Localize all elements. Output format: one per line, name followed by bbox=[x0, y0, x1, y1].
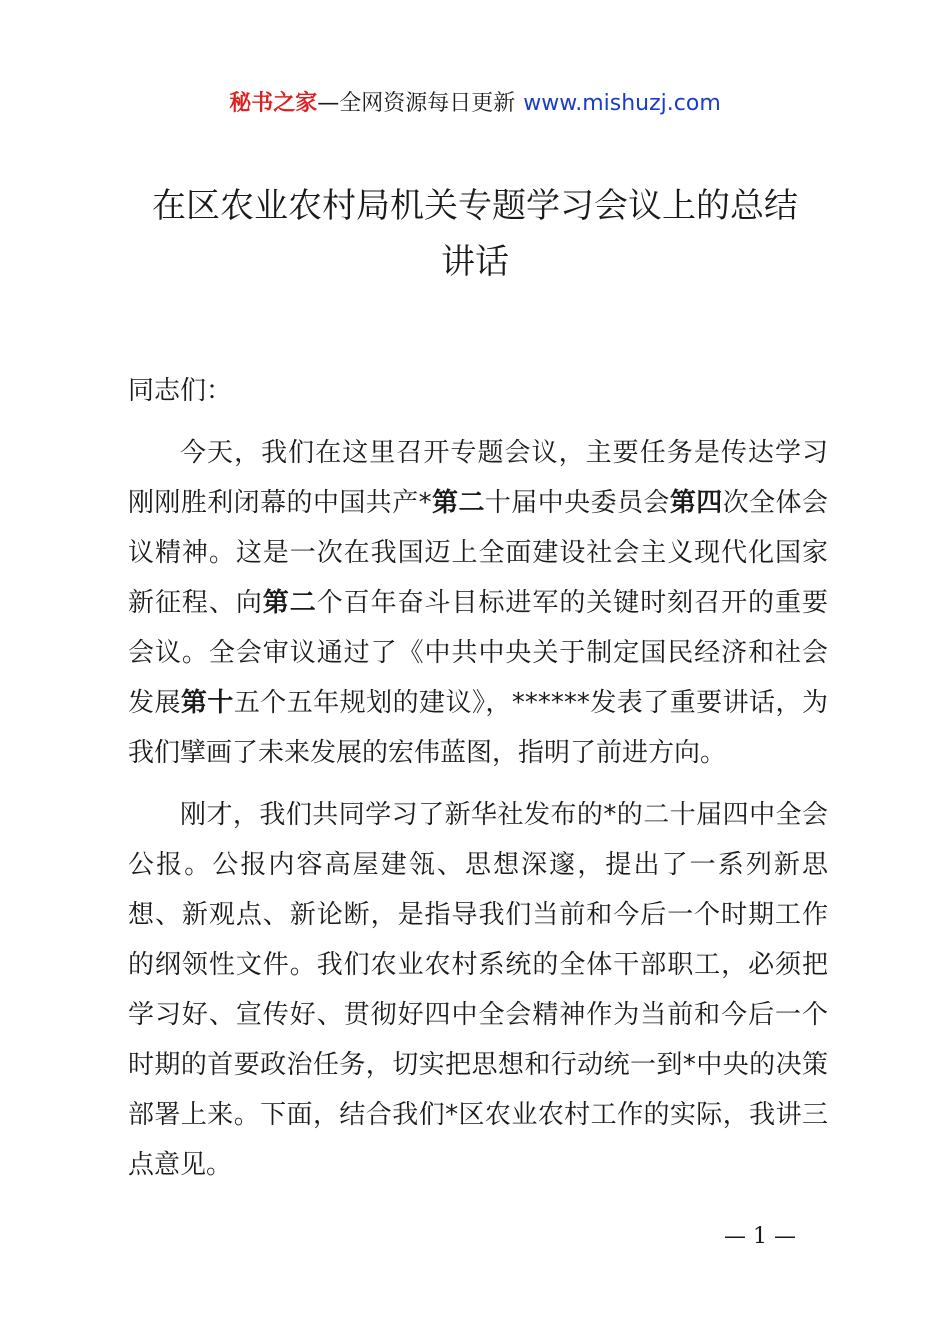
paragraph-1-bold: 第二 bbox=[431, 488, 485, 518]
paragraph-2: 刚才，我们共同学习了新华社发布的*的二十届四中全会公报。公报内容高屋建瓴、思想深邃，提出了一系列新思想、新观点、新论断，是指导我们当前和今后一个时期工作的纲领性文件。我们农业农村系统的全体干部职工，必须把学习好、宣传好、贯彻好四中全会精神作为当前和今后一个时期的首要政治任务，切实把思想和行动统一到*中央的决策部署上来。下面，结合我们*区农业农村工作的实际，我讲三点意见。 bbox=[128, 800, 828, 1180]
document-body bbox=[128, 366, 828, 1202]
site-url-link[interactable]: www.mishuzj.com bbox=[523, 91, 721, 116]
paragraph-1-segment: 十届中央委员会 bbox=[484, 488, 670, 518]
title-line-2: 讲话 bbox=[441, 242, 509, 282]
site-brand: 秘书之家 bbox=[229, 91, 318, 116]
paragraph-1-bold: 第二 bbox=[262, 588, 317, 618]
paragraph-1-bold: 第四 bbox=[669, 488, 723, 518]
paragraph-1-segment: 次全体会议精神。这是一次在我国迈上全面建设社会主义现代化国家新征程、向 bbox=[128, 488, 828, 618]
document-title bbox=[110, 178, 840, 290]
paragraph-1 bbox=[128, 428, 828, 778]
site-tagline: —全网资源每日更新 bbox=[317, 91, 516, 116]
title-line-1: 在区农业农村局机关专题学习会议上的总结 bbox=[152, 186, 798, 226]
paragraph-1-segment: 个百年奋斗目标进军的关键时刻召开的重要会议。全会审议通过了《中共中央关于制定国民经济和社会发展 bbox=[128, 588, 828, 718]
paragraph-1-segment: 今天，我们在这里召开专题会议，主要任务是传达学习刚刚胜利闭幕的中国共产* bbox=[128, 438, 828, 518]
paragraph-1-segment: 五个五年规划的建议》，******发表了重要讲话，为我们擘画了未来发展的宏伟蓝图，指明了前进方向。 bbox=[128, 688, 828, 768]
page-number: — 1 — bbox=[724, 1224, 796, 1249]
site-header bbox=[0, 88, 950, 120]
paragraph-1-bold: 第十 bbox=[180, 688, 234, 718]
salutation: 同志们： bbox=[128, 376, 233, 406]
